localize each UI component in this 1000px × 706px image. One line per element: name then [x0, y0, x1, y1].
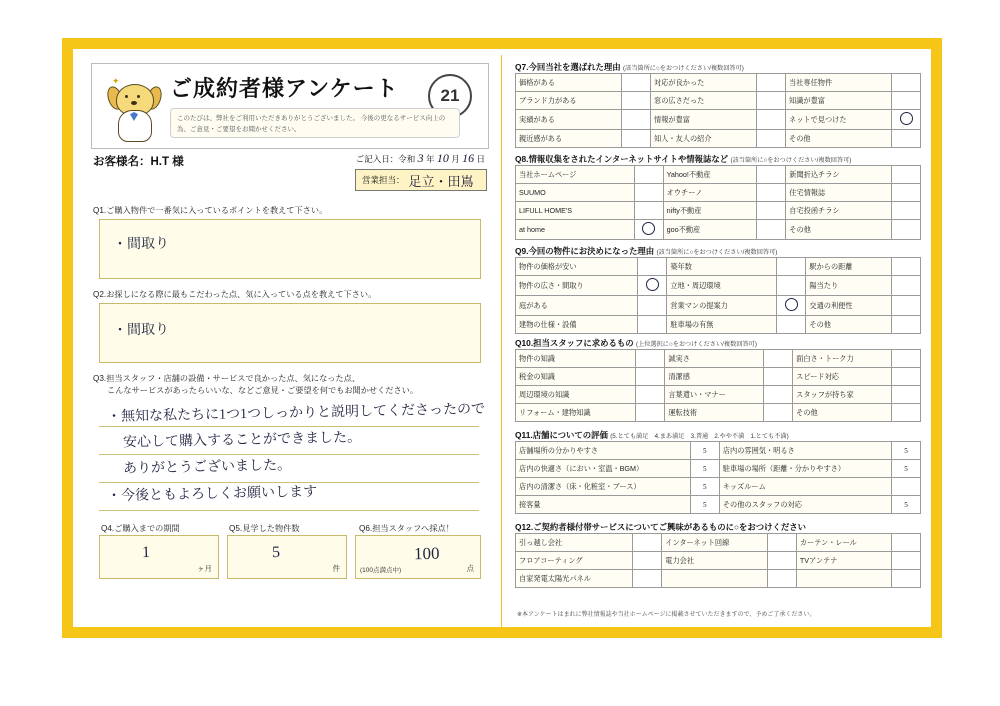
cell[interactable]: その他 — [786, 130, 892, 148]
q4-value: 1 — [141, 543, 151, 562]
score-cell[interactable]: 5 — [690, 496, 719, 514]
cell[interactable]: 実績がある — [516, 110, 622, 130]
cell-mark[interactable] — [634, 202, 663, 220]
table-row — [516, 368, 921, 386]
table-row — [516, 92, 921, 110]
q5-unit: 件 — [332, 564, 340, 573]
cell-mark[interactable] — [634, 184, 663, 202]
q5-value: 5 — [271, 543, 281, 562]
table-row — [516, 202, 921, 220]
table-row — [516, 316, 921, 334]
staff-name: 足立・田嶌 — [408, 173, 474, 189]
footer-note: ※本アンケートはまれに弊社情報誌や当社ホームページに掲載させていただきますので、予めご了承ください。 — [517, 612, 816, 618]
q2-label: Q2.お探しになる際に最もこだわった点、気に入っている点を教えて下さい。 — [93, 290, 377, 299]
cell[interactable]: 営業マンの提案力 — [667, 296, 777, 316]
cell-mark[interactable] — [638, 316, 667, 334]
cell[interactable]: 店内の快適さ（におい・室温・BGM） — [516, 460, 691, 478]
cell-mark[interactable] — [892, 130, 921, 148]
q1-label: Q1.ご購入物件で一番気に入っているポイントを教えて下さい。 — [93, 206, 328, 215]
table-row — [516, 166, 921, 184]
cell-mark[interactable] — [767, 552, 796, 570]
cell[interactable]: 電力会社 — [662, 552, 768, 570]
cell[interactable]: 駅からの距離 — [806, 258, 892, 276]
q6-label: Q6.担当スタッフへ採点！ — [359, 524, 454, 533]
q7-label-text: Q7.今回当社を選ばれた理由 — [515, 62, 621, 72]
q3-answer-line-1: ・無知な私たちに1つ1つしっかりと説明してくださったので — [106, 402, 486, 425]
q6-unit: 点 — [466, 564, 474, 573]
cell-mark-selected[interactable] — [892, 110, 921, 130]
table-row — [516, 478, 921, 496]
cell-mark[interactable] — [633, 552, 662, 570]
cell-mark[interactable] — [638, 296, 667, 316]
table-row — [516, 74, 921, 92]
table-row — [516, 386, 921, 404]
cell-mark[interactable] — [892, 404, 921, 422]
cell[interactable]: ブランド力がある — [516, 92, 622, 110]
cell-mark[interactable] — [764, 350, 793, 368]
cell[interactable]: インターネット回線 — [662, 534, 768, 552]
cell[interactable]: 清潔感 — [665, 368, 764, 386]
q1-answer-text: ・間取り — [112, 236, 170, 253]
q7-table — [515, 73, 921, 148]
q9-label-text: Q9.今回の物件にお決めになった理由 — [515, 246, 655, 256]
cell[interactable]: その他 — [793, 404, 892, 422]
cell-mark[interactable] — [633, 570, 662, 588]
cell[interactable]: LIFULL HOME'S — [516, 202, 635, 220]
cell[interactable]: 物件の広さ・間取り — [516, 276, 638, 296]
q6-value: 100 — [413, 543, 440, 564]
column-divider — [501, 55, 502, 633]
q12-table — [515, 533, 921, 588]
table-row — [516, 130, 921, 148]
table-row — [516, 184, 921, 202]
q4-unit: ヶ月 — [197, 564, 212, 573]
q10-label — [515, 337, 757, 349]
table-row — [516, 296, 921, 316]
cell[interactable]: 庭がある — [516, 296, 638, 316]
q6-box — [355, 535, 481, 579]
cell-mark[interactable] — [764, 404, 793, 422]
cell[interactable]: 誠実さ — [665, 350, 764, 368]
cell[interactable]: 窓の広さだった — [651, 92, 757, 110]
cell-mark[interactable] — [892, 296, 921, 316]
cell[interactable]: 面白さ・トーク力 — [793, 350, 892, 368]
cell-mark[interactable] — [892, 184, 921, 202]
cell[interactable]: 建物の仕様・設備 — [516, 316, 638, 334]
cell-mark[interactable] — [892, 166, 921, 184]
cell[interactable]: カーテン・レール — [796, 534, 891, 552]
handwritten-circle-mark — [900, 112, 913, 125]
table-row — [516, 220, 921, 240]
cell[interactable]: 言葉遣い・マナー — [665, 386, 764, 404]
cell-mark-selected[interactable] — [777, 296, 806, 316]
cell[interactable]: 店内の清潔さ（床・化粧室・ブース） — [516, 478, 691, 496]
cell[interactable]: TVアンテナ — [796, 552, 891, 570]
cell-mark-selected[interactable] — [638, 276, 667, 296]
table-row — [516, 442, 921, 460]
cell[interactable]: キッズルーム — [719, 478, 891, 496]
cell[interactable]: 知人・友人の紹介 — [651, 130, 757, 148]
table-row — [516, 276, 921, 296]
q11-note: (5.とても満足 4.まあ満足 3.普通 2.やや不満 1.とても不満) — [610, 433, 789, 440]
cell-mark[interactable] — [892, 368, 921, 386]
cell[interactable]: フロアコーティング — [516, 552, 633, 570]
q12-label — [515, 521, 806, 533]
q3-label: Q3.担当スタッフ・店舗の設備・サービスで良かった点、気になった点、 — [93, 374, 361, 383]
q9-note: (該当箇所に○をおつけください/複数回答可) — [656, 249, 778, 256]
cell-mark[interactable] — [777, 258, 806, 276]
cell-mark[interactable] — [757, 110, 786, 130]
cell-mark[interactable] — [757, 92, 786, 110]
q9-table — [515, 257, 921, 334]
cell-mark[interactable] — [757, 74, 786, 92]
score-cell[interactable]: 5 — [892, 442, 921, 460]
cell-mark[interactable] — [638, 258, 667, 276]
cell-mark[interactable] — [622, 110, 651, 130]
q6-note: (100点満点中) — [360, 567, 402, 574]
date-year-value: 3 — [417, 151, 424, 165]
q2-answer-text: ・間取り — [112, 322, 170, 339]
cell[interactable]: 接客量 — [516, 496, 691, 514]
cell-mark[interactable] — [636, 368, 665, 386]
cell-mark[interactable] — [892, 202, 921, 220]
q11-label — [515, 429, 789, 441]
cell[interactable]: goo不動産 — [663, 220, 757, 240]
table-row — [516, 460, 921, 478]
century21-badge: 21 — [428, 74, 472, 118]
q4-label: Q4.ご購入までの期間 — [101, 524, 180, 533]
score-cell[interactable]: 5 — [892, 460, 921, 478]
cell[interactable]: 住宅情報誌 — [786, 184, 892, 202]
q3-label-2: こんなサービスがあったらいいな、などご意見・ご要望を何でもお聞かせください。 — [107, 386, 419, 395]
score-cell[interactable] — [892, 478, 921, 496]
date-year-unit: 年 — [425, 154, 435, 164]
date-month-unit: 月 — [451, 154, 460, 164]
cell-mark[interactable] — [892, 350, 921, 368]
cell[interactable]: 店内の雰囲気・明るさ — [719, 442, 891, 460]
cell-mark[interactable] — [622, 74, 651, 92]
customer-name: H.T 様 — [150, 156, 184, 168]
cell[interactable]: 知識が豊富 — [786, 92, 892, 110]
staff-label: 営業担当： — [362, 175, 405, 185]
survey-form-frame — [62, 38, 942, 638]
cell[interactable]: その他 — [806, 316, 892, 334]
table-row — [516, 350, 921, 368]
cell[interactable]: 当社専任物件 — [786, 74, 892, 92]
q10-note: (上位選択に○をおつけください/複数回答可) — [635, 341, 757, 348]
cell-mark[interactable] — [892, 220, 921, 240]
cell-mark[interactable] — [892, 74, 921, 92]
cell[interactable]: 立地・周辺環境 — [667, 276, 777, 296]
table-row — [516, 552, 921, 570]
q3-answer-line-3: ありがとうございました。 — [122, 458, 292, 477]
cell[interactable]: Yahoo!不動産 — [663, 166, 757, 184]
cell-mark[interactable] — [777, 316, 806, 334]
cell[interactable]: 引っ越し会社 — [516, 534, 633, 552]
score-cell[interactable]: 5 — [690, 442, 719, 460]
cell-mark[interactable] — [757, 130, 786, 148]
cell-mark[interactable] — [892, 92, 921, 110]
cell[interactable]: 陽当たり — [806, 276, 892, 296]
cell[interactable]: 駐車場の場所（距離・分かりやすさ） — [719, 460, 891, 478]
handwritten-circle-mark — [646, 278, 659, 291]
q5-label: Q5.見学した物件数 — [229, 524, 300, 533]
table-row — [516, 258, 921, 276]
table-row — [516, 110, 921, 130]
cell-mark[interactable] — [636, 404, 665, 422]
cell-mark[interactable] — [757, 166, 786, 184]
cell[interactable]: at home — [516, 220, 635, 240]
q8-table — [515, 165, 921, 240]
cell-mark[interactable] — [892, 276, 921, 296]
q11-label-text: Q11.店舗についての評価 — [515, 430, 608, 440]
staff-in-charge — [355, 169, 487, 191]
cell[interactable]: 税金の知識 — [516, 368, 636, 386]
q8-note: (該当箇所に○をおつけください/複数回答可) — [730, 157, 852, 164]
cell-mark[interactable] — [892, 316, 921, 334]
q9-label — [515, 245, 777, 257]
cell[interactable]: 駐車場の有無 — [667, 316, 777, 334]
customer-label: お客様名： — [93, 156, 151, 168]
cell[interactable]: 物件の価格が安い — [516, 258, 638, 276]
cell-mark[interactable] — [636, 386, 665, 404]
cell-mark[interactable] — [764, 386, 793, 404]
q10-table — [515, 349, 921, 422]
cell-mark[interactable] — [892, 552, 921, 570]
entry-date — [356, 151, 485, 166]
cell[interactable]: 自家発電太陽光パネル — [516, 570, 633, 588]
cell-mark[interactable] — [757, 184, 786, 202]
customer-name-row — [93, 153, 184, 169]
cell-mark[interactable] — [892, 570, 921, 588]
score-cell[interactable]: 5 — [690, 478, 719, 496]
cell[interactable]: 自宅投函チラシ — [786, 202, 892, 220]
cell-mark[interactable] — [622, 130, 651, 148]
cell-mark-selected[interactable] — [634, 220, 663, 240]
table-row — [516, 496, 921, 514]
cell-mark[interactable] — [892, 534, 921, 552]
left-column — [83, 57, 495, 629]
cell[interactable]: その他 — [786, 220, 892, 240]
q3-answer-line-2: 安心して購入することができました。 — [122, 430, 362, 451]
score-cell[interactable]: 5 — [690, 460, 719, 478]
cell-mark[interactable] — [892, 258, 921, 276]
table-row — [516, 404, 921, 422]
cell[interactable]: スピード対応 — [793, 368, 892, 386]
q12-label-text: Q12.ご契約者様付帯サービスについてご興味があるものに○をおつけください — [515, 522, 806, 532]
date-day-value: 16 — [462, 151, 475, 165]
q8-label — [515, 153, 851, 165]
right-column — [509, 57, 929, 629]
q5-box — [227, 535, 347, 579]
cell-mark[interactable] — [767, 534, 796, 552]
table-row — [516, 570, 921, 588]
cell-mark[interactable] — [633, 534, 662, 552]
date-day-unit: 日 — [476, 154, 485, 164]
cell[interactable]: 物件の知識 — [516, 350, 636, 368]
cell[interactable]: 価格がある — [516, 74, 622, 92]
cell-mark[interactable] — [767, 570, 796, 588]
cell[interactable]: 周辺環境の知識 — [516, 386, 636, 404]
cell[interactable]: 親近感がある — [516, 130, 622, 148]
cell[interactable]: 対応が良かった — [651, 74, 757, 92]
cell[interactable]: 情報が豊富 — [651, 110, 757, 130]
cell[interactable]: その他のスタッフの対応 — [719, 496, 891, 514]
cell-mark[interactable] — [777, 276, 806, 296]
q7-note: (該当箇所に○をおつけください/複数回答可) — [622, 65, 744, 72]
cell[interactable]: 築年数 — [667, 258, 777, 276]
q11-table — [515, 441, 921, 514]
q7-label — [515, 61, 744, 73]
handwritten-circle-mark — [785, 298, 798, 311]
q8-label-text: Q8.情報収集をされたインターネットサイトや情報誌など — [515, 154, 729, 164]
cell-mark[interactable] — [757, 220, 786, 240]
handwritten-circle-mark — [642, 222, 655, 235]
q3-answer-line-4: ・今後ともよろしくお願いします — [106, 484, 318, 505]
cell-mark[interactable] — [636, 350, 665, 368]
table-row — [516, 534, 921, 552]
cell[interactable]: 店舗場所の分かりやすさ — [516, 442, 691, 460]
cell-mark[interactable] — [757, 202, 786, 220]
cell[interactable]: 運転技術 — [665, 404, 764, 422]
score-cell[interactable]: 5 — [892, 496, 921, 514]
thanks-message: このたびは、弊社をご利用いただきありがとうございました。 今後の更なるサービス向上の為、ご意見・ご要望をお聞かせください。 — [170, 108, 460, 138]
q10-label-text: Q10.担当スタッフに求めるもの — [515, 338, 634, 348]
cell[interactable]: オウチーノ — [663, 184, 757, 202]
cell[interactable]: リフォーム・建物知識 — [516, 404, 636, 422]
title-block — [91, 63, 489, 149]
cell-mark[interactable] — [764, 368, 793, 386]
cell[interactable]: nifty不動産 — [663, 202, 757, 220]
cell[interactable]: 新聞折込チラシ — [786, 166, 892, 184]
page-title: ご成約者様アンケート — [170, 76, 399, 101]
q4-box — [99, 535, 219, 579]
date-month-value: 10 — [436, 151, 449, 165]
cell[interactable]: 当社ホームページ — [516, 166, 635, 184]
date-label: ご記入日：令和 — [355, 154, 416, 164]
cell[interactable] — [796, 570, 891, 588]
cell[interactable]: ネットで見つけた — [786, 110, 892, 130]
cell[interactable]: スタッフが持ち家 — [793, 386, 892, 404]
cell[interactable]: 交通の利便性 — [806, 296, 892, 316]
cell[interactable] — [662, 570, 768, 588]
cell-mark[interactable] — [892, 386, 921, 404]
mascot-dog-icon: ✦ — [106, 74, 164, 142]
cell-mark[interactable] — [622, 92, 651, 110]
cell-mark[interactable] — [634, 166, 663, 184]
cell[interactable]: SUUMO — [516, 184, 635, 202]
